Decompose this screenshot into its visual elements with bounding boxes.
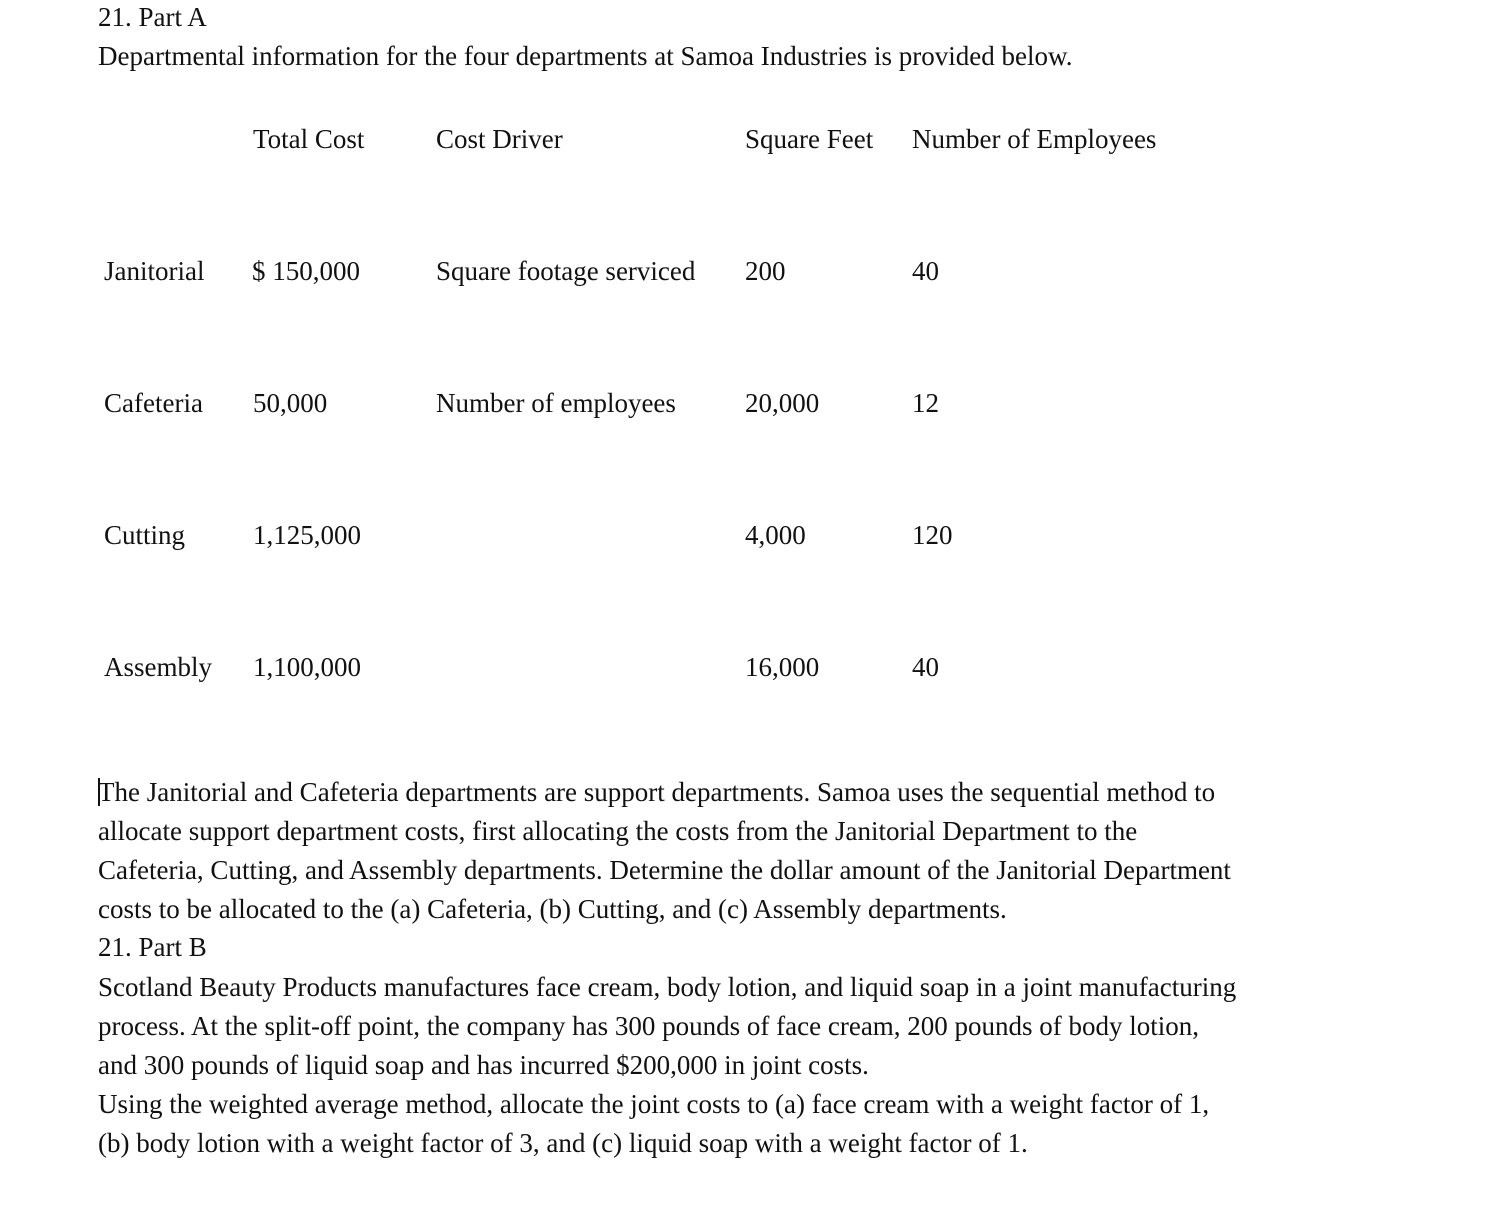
row-assembly-square-feet: 16,000 (745, 652, 820, 682)
part-b-line-5: (b) body lotion with a weight factor of 3, and (c) liquid soap with a weight factor of 1. (98, 1128, 1028, 1158)
part-b-line-1: Scotland Beauty Products manufactures face cream, body lotion, and liquid soap in a joint manufacturing (98, 972, 1237, 1002)
row-janitorial-total-cost: $ 150,000 (252, 256, 360, 286)
row-cutting-square-feet: 4,000 (745, 520, 806, 550)
row-cutting-total-cost: 1,125,000 (253, 520, 361, 550)
row-janitorial-cost-driver: Square footage serviced (436, 256, 696, 286)
row-cafeteria-dept: Cafeteria (104, 388, 203, 418)
row-janitorial-employees: 40 (912, 256, 939, 286)
part-a-question[interactable] (98, 773, 1378, 929)
part-a-question-line-4: costs to be allocated to the (a) Cafeteria, (b) Cutting, and (c) Assembly departments. (98, 894, 1007, 924)
header-cost-driver: Cost Driver (436, 124, 563, 154)
part-b-line-3: and 300 pounds of liquid soap and has incurred $200,000 in joint costs. (98, 1050, 869, 1080)
header-employees: Number of Employees (912, 124, 1157, 154)
row-assembly-dept: Assembly (104, 652, 212, 682)
row-cutting-dept: Cutting (104, 520, 186, 550)
part-a-question-line-1-text: The Janitorial and Cafeteria departments are support departments. Samoa uses the sequential method to (98, 777, 1216, 807)
row-cafeteria-cost-driver: Number of employees (436, 388, 676, 418)
row-assembly-employees: 40 (912, 652, 939, 682)
part-a-heading: 21. Part A (98, 2, 207, 32)
part-b-question[interactable] (98, 968, 1378, 1163)
part-a-question-line-1 (98, 773, 1378, 812)
part-a-question-line-3: Cafeteria, Cutting, and Assembly departments. Determine the dollar amount of the Janitorial Department (98, 855, 1231, 885)
row-cafeteria-total-cost: 50,000 (253, 388, 328, 418)
row-janitorial-square-feet: 200 (745, 256, 786, 286)
row-janitorial-dept: Janitorial (104, 256, 205, 286)
part-b-heading: 21. Part B (98, 932, 207, 962)
row-cafeteria-square-feet: 20,000 (745, 388, 820, 418)
header-square-feet: Square Feet (745, 124, 874, 154)
header-total-cost: Total Cost (253, 124, 365, 154)
row-assembly-total-cost: 1,100,000 (253, 652, 361, 682)
part-a-question-line-2: allocate support department costs, first allocating the costs from the Janitorial Department to the (98, 816, 1138, 846)
row-cutting-employees: 120 (912, 520, 953, 550)
part-a-intro: Departmental information for the four departments at Samoa Industries is provided below. (98, 41, 1073, 71)
row-cafeteria-employees: 12 (912, 388, 939, 418)
part-b-line-4: Using the weighted average method, allocate the joint costs to (a) face cream with a weight factor of 1, (98, 1089, 1210, 1119)
part-b-line-2: process. At the split-off point, the company has 300 pounds of face cream, 200 pounds of body lotion, (98, 1011, 1200, 1041)
